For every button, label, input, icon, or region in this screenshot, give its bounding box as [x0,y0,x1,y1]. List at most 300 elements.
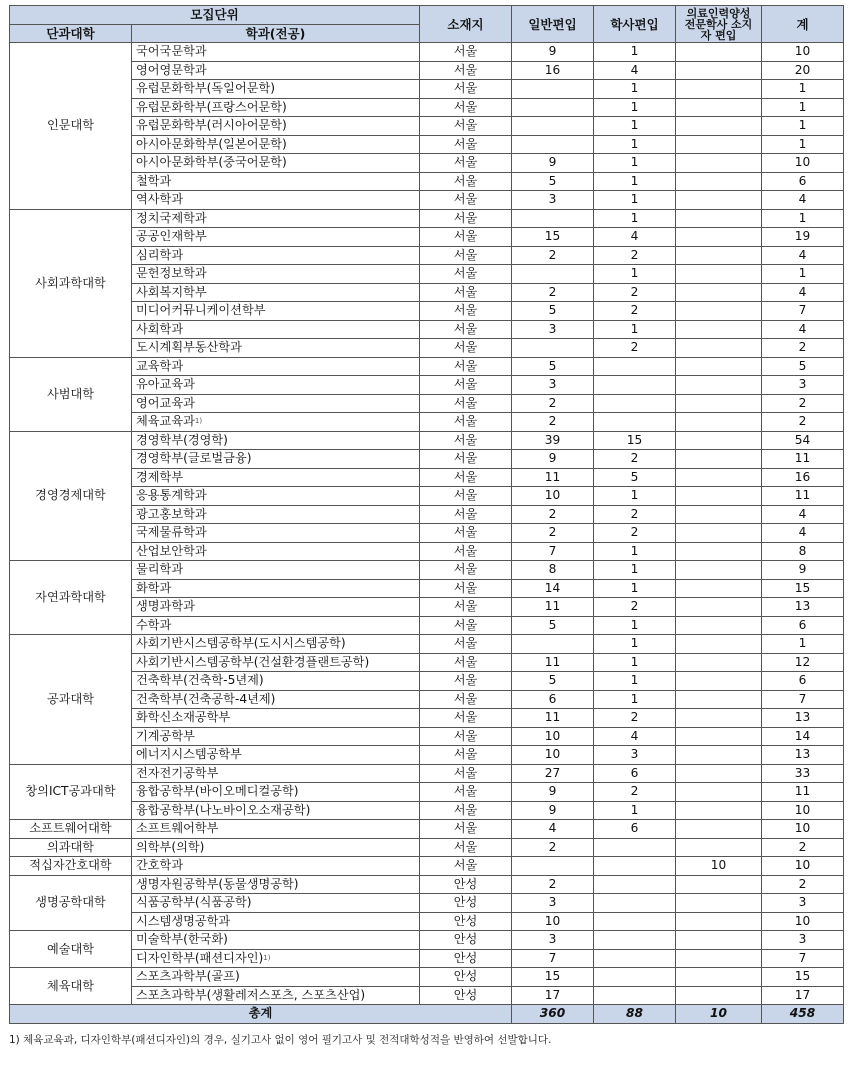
location-cell: 서울 [420,783,512,802]
table-body [10,43,844,1005]
medical-cell [676,135,762,154]
total-cell: 14 [762,727,844,746]
total-cell: 7 [762,302,844,321]
dept-name: 경제학부 [136,469,184,484]
bachelor-cell: 2 [594,339,676,358]
header-college: 단과대학 [10,24,132,43]
general-cell: 4 [512,820,594,839]
medical-cell [676,209,762,228]
medical-cell [676,894,762,913]
total-cell: 1 [762,635,844,654]
location-cell: 서울 [420,283,512,302]
dept-cell [132,339,420,358]
location-cell: 서울 [420,672,512,691]
bachelor-cell [594,986,676,1005]
dept-name: 국어국문학과 [136,44,207,59]
dept-name: 유럽문화학부(독일어문학) [136,81,276,96]
dept-name: 식품공학부(식품공학) [136,895,252,910]
location-cell: 서울 [420,43,512,62]
medical-cell [676,542,762,561]
dept-name: 의학부(의학) [136,839,205,854]
college-name: 자연과학대학 [10,561,132,635]
bachelor-cell [594,394,676,413]
total-cell: 7 [762,690,844,709]
medical-cell [676,875,762,894]
dept-cell [132,413,420,432]
total-cell: 19 [762,228,844,247]
dept-cell [132,505,420,524]
total-cell: 2 [762,339,844,358]
medical-cell [676,709,762,728]
table-row [10,764,844,783]
bachelor-cell [594,838,676,857]
dept-name: 광고홍보학과 [136,506,207,521]
dept-cell [132,746,420,765]
general-cell: 16 [512,61,594,80]
dept-cell [132,561,420,580]
dept-cell [132,357,420,376]
dept-cell [132,80,420,99]
location-cell: 서울 [420,487,512,506]
medical-cell [676,413,762,432]
general-cell [512,265,594,284]
general-cell: 3 [512,320,594,339]
medical-cell [676,468,762,487]
general-cell: 17 [512,986,594,1005]
admission-quota-table [9,5,844,1024]
total-cell: 9 [762,561,844,580]
medical-cell [676,672,762,691]
location-cell: 안성 [420,949,512,968]
medical-cell [676,357,762,376]
dept-name: 사회기반시스템공학부(건설환경플랜트공학) [136,654,370,669]
table-row [10,468,844,487]
medical-cell: 10 [676,857,762,876]
header-dept: 학과(전공) [132,24,420,43]
table-row [10,80,844,99]
general-cell: 2 [512,505,594,524]
medical-cell [676,820,762,839]
table-row [10,135,844,154]
bachelor-cell: 1 [594,579,676,598]
bachelor-cell [594,413,676,432]
table-row [10,505,844,524]
location-cell: 서울 [420,468,512,487]
table-row [10,931,844,950]
general-cell [512,339,594,358]
location-cell: 서울 [420,616,512,635]
location-cell: 서울 [420,98,512,117]
dept-name: 도시계획부동산학과 [136,340,242,355]
total-cell: 4 [762,320,844,339]
college-name: 적십자간호대학 [10,857,132,876]
location-cell: 서울 [420,524,512,543]
dept-cell [132,524,420,543]
location-cell: 서울 [420,376,512,395]
dept-cell [132,246,420,265]
college-name: 인문대학 [10,43,132,210]
bachelor-cell: 2 [594,524,676,543]
location-cell: 안성 [420,912,512,931]
dept-name: 응용통계학과 [136,488,207,503]
dept-name: 심리학과 [136,247,184,262]
total-cell: 12 [762,653,844,672]
location-cell: 서울 [420,801,512,820]
dept-name: 정치국제학과 [136,210,207,225]
dept-name: 스포츠과학부(골프) [136,969,240,984]
general-cell: 3 [512,894,594,913]
total-cell: 3 [762,894,844,913]
table-row [10,265,844,284]
general-cell: 9 [512,43,594,62]
table-row [10,894,844,913]
general-cell: 2 [512,413,594,432]
dept-cell [132,857,420,876]
medical-cell [676,524,762,543]
dept-name: 소프트웨어학부 [136,821,219,836]
dept-name: 스포츠과학부(생활레저스포츠, 스포츠산업) [136,987,366,1002]
location-cell: 서울 [420,579,512,598]
dept-name: 영어교육과 [136,395,195,410]
location-cell: 서울 [420,154,512,173]
location-cell: 서울 [420,246,512,265]
dept-name: 문헌정보학과 [136,266,207,281]
total-cell: 10 [762,820,844,839]
table-row [10,783,844,802]
table-row [10,376,844,395]
dept-name: 기계공학부 [136,728,195,743]
total-cell: 1 [762,135,844,154]
total-cell: 11 [762,783,844,802]
location-cell: 서울 [420,61,512,80]
table-row [10,487,844,506]
bachelor-cell: 2 [594,450,676,469]
bachelor-cell: 1 [594,98,676,117]
general-cell: 6 [512,690,594,709]
location-cell: 서울 [420,635,512,654]
general-cell: 14 [512,579,594,598]
college-name: 사회과학대학 [10,209,132,357]
medical-cell [676,931,762,950]
dept-name: 에너지시스템공학부 [136,747,242,762]
total-cell: 2 [762,838,844,857]
total-cell: 10 [762,154,844,173]
table-row [10,357,844,376]
bachelor-cell [594,857,676,876]
bachelor-cell: 1 [594,191,676,210]
total-cell: 3 [762,931,844,950]
medical-cell [676,986,762,1005]
location-cell: 서울 [420,450,512,469]
total-cell: 1 [762,80,844,99]
medical-cell [676,487,762,506]
dept-cell [132,838,420,857]
total-bachelor: 88 [594,1005,676,1024]
bachelor-cell [594,931,676,950]
dept-cell [132,727,420,746]
total-cell: 10 [762,43,844,62]
medical-cell [676,505,762,524]
college-name: 소프트웨어대학 [10,820,132,839]
dept-name: 미디어커뮤니케이션학부 [136,303,266,318]
dept-cell [132,265,420,284]
header-group: 모집단위 [10,6,420,25]
location-cell: 서울 [420,228,512,247]
dept-name: 융합공학부(나노바이오소재공학) [136,802,311,817]
bachelor-cell: 6 [594,764,676,783]
general-cell: 3 [512,376,594,395]
general-cell: 15 [512,228,594,247]
general-cell: 2 [512,246,594,265]
location-cell: 서울 [420,542,512,561]
location-cell: 안성 [420,931,512,950]
dept-name: 생명자원공학부(동물생명공학) [136,876,299,891]
medical-cell [676,302,762,321]
dept-name: 역사학과 [136,192,184,207]
medical-cell [676,727,762,746]
medical-cell [676,801,762,820]
dept-name: 공공인재학부 [136,229,207,244]
bachelor-cell: 2 [594,598,676,617]
general-cell: 2 [512,394,594,413]
location-cell: 서울 [420,302,512,321]
general-cell: 3 [512,931,594,950]
dept-cell [132,320,420,339]
dept-cell [132,764,420,783]
general-cell [512,98,594,117]
total-cell: 13 [762,746,844,765]
location-cell: 안성 [420,986,512,1005]
table-row [10,986,844,1005]
header-general: 일반편입 [512,6,594,43]
header-medical-text: 의료인력양성 전문학사 소지자 편입 [684,6,753,42]
bachelor-cell: 1 [594,117,676,136]
total-cell: 4 [762,246,844,265]
location-cell: 서울 [420,191,512,210]
dept-cell [132,598,420,617]
location-cell: 서울 [420,357,512,376]
location-cell: 서울 [420,561,512,580]
dept-cell [132,986,420,1005]
table-row [10,912,844,931]
general-cell [512,117,594,136]
table-row [10,524,844,543]
medical-cell [676,339,762,358]
dept-name: 건축학부(건축학-5년제) [136,673,264,688]
bachelor-cell: 15 [594,431,676,450]
general-cell: 9 [512,801,594,820]
dept-name: 유아교육과 [136,377,195,392]
medical-cell [676,394,762,413]
total-cell: 4 [762,283,844,302]
dept-name: 시스템생명공학과 [136,913,231,928]
bachelor-cell: 2 [594,283,676,302]
table-row [10,98,844,117]
dept-cell [132,228,420,247]
dept-name: 경영학부(경영학) [136,432,228,447]
table-row [10,598,844,617]
dept-name: 수학과 [136,617,172,632]
dept-cell [132,542,420,561]
table-row [10,616,844,635]
dept-cell [132,302,420,321]
general-cell: 5 [512,357,594,376]
dept-cell [132,616,420,635]
dept-name: 유럽문화학부(러시아어문학) [136,118,287,133]
dept-name: 아시아문화학부(중국어문학) [136,155,287,170]
table-row [10,820,844,839]
medical-cell [676,635,762,654]
bachelor-cell: 1 [594,653,676,672]
location-cell: 서울 [420,80,512,99]
college-name: 예술대학 [10,931,132,968]
header-medical [676,6,762,43]
dept-name: 융합공학부(바이오메디컬공학) [136,784,299,799]
total-cell: 2 [762,413,844,432]
location-cell: 서울 [420,727,512,746]
total-cell: 1 [762,209,844,228]
college-name: 창의ICT공과대학 [10,764,132,820]
table-row [10,857,844,876]
general-cell: 10 [512,727,594,746]
medical-cell [676,579,762,598]
location-cell: 안성 [420,875,512,894]
general-cell: 5 [512,672,594,691]
general-cell: 39 [512,431,594,450]
medical-cell [676,653,762,672]
dept-cell [132,912,420,931]
medical-cell [676,320,762,339]
general-cell: 5 [512,616,594,635]
medical-cell [676,376,762,395]
total-cell: 54 [762,431,844,450]
dept-cell [132,172,420,191]
general-cell: 9 [512,450,594,469]
table-row [10,43,844,62]
table-row [10,561,844,580]
dept-name: 간호학과 [136,858,184,873]
dept-name: 건축학부(건축공학-4년제) [136,691,276,706]
dept-cell [132,820,420,839]
location-cell: 서울 [420,505,512,524]
table-row [10,431,844,450]
medical-cell [676,283,762,302]
table-row [10,690,844,709]
dept-name: 물리학과 [136,562,184,577]
general-cell: 9 [512,154,594,173]
dept-cell [132,431,420,450]
medical-cell [676,561,762,580]
dept-name: 화학신소재공학부 [136,710,231,725]
total-cell: 5 [762,357,844,376]
total-sum: 458 [762,1005,844,1024]
total-cell: 11 [762,487,844,506]
medical-cell [676,746,762,765]
total-cell: 4 [762,505,844,524]
bachelor-cell: 5 [594,468,676,487]
general-cell [512,635,594,654]
location-cell: 서울 [420,135,512,154]
bachelor-cell: 3 [594,746,676,765]
general-cell: 7 [512,542,594,561]
dept-name: 디자인학부(패션디자인) [136,950,264,965]
table-row [10,191,844,210]
medical-cell [676,228,762,247]
table-row [10,709,844,728]
location-cell: 서울 [420,265,512,284]
dept-name: 유럽문화학부(프랑스어문학) [136,99,287,114]
dept-cell [132,394,420,413]
general-cell: 15 [512,968,594,987]
table-row [10,413,844,432]
bachelor-cell: 6 [594,820,676,839]
dept-cell [132,968,420,987]
bachelor-cell: 1 [594,80,676,99]
bachelor-cell: 1 [594,172,676,191]
total-cell: 13 [762,598,844,617]
admission-quota-document [9,5,843,1047]
table-row [10,579,844,598]
table-row [10,949,844,968]
dept-cell [132,894,420,913]
general-cell: 11 [512,653,594,672]
general-cell: 9 [512,783,594,802]
dept-cell [132,931,420,950]
dept-cell [132,579,420,598]
location-cell: 서울 [420,394,512,413]
dept-name: 사회기반시스템공학부(도시시스템공학) [136,636,346,651]
medical-cell [676,912,762,931]
bachelor-cell: 1 [594,135,676,154]
general-cell: 3 [512,191,594,210]
total-cell: 6 [762,672,844,691]
dept-cell [132,709,420,728]
dept-cell [132,487,420,506]
dept-cell [132,875,420,894]
location-cell: 서울 [420,339,512,358]
total-cell: 10 [762,912,844,931]
table-row [10,653,844,672]
table-row [10,302,844,321]
location-cell: 안성 [420,968,512,987]
dept-cell [132,690,420,709]
location-cell: 서울 [420,117,512,136]
dept-cell [132,635,420,654]
dept-cell [132,117,420,136]
general-cell: 10 [512,912,594,931]
dept-cell [132,61,420,80]
dept-name: 아시아문화학부(일본어문학) [136,136,287,151]
dept-cell [132,949,420,968]
footnote-marker: 1) [194,417,203,426]
general-cell: 8 [512,561,594,580]
table-row [10,154,844,173]
general-cell: 5 [512,172,594,191]
location-cell: 서울 [420,172,512,191]
dept-cell [132,376,420,395]
total-cell: 10 [762,857,844,876]
total-cell: 6 [762,616,844,635]
medical-cell [676,265,762,284]
bachelor-cell [594,949,676,968]
dept-name: 철학과 [136,173,172,188]
table-row [10,672,844,691]
location-cell: 서울 [420,690,512,709]
table-row [10,746,844,765]
medical-cell [676,431,762,450]
total-cell: 33 [762,764,844,783]
bachelor-cell: 2 [594,783,676,802]
